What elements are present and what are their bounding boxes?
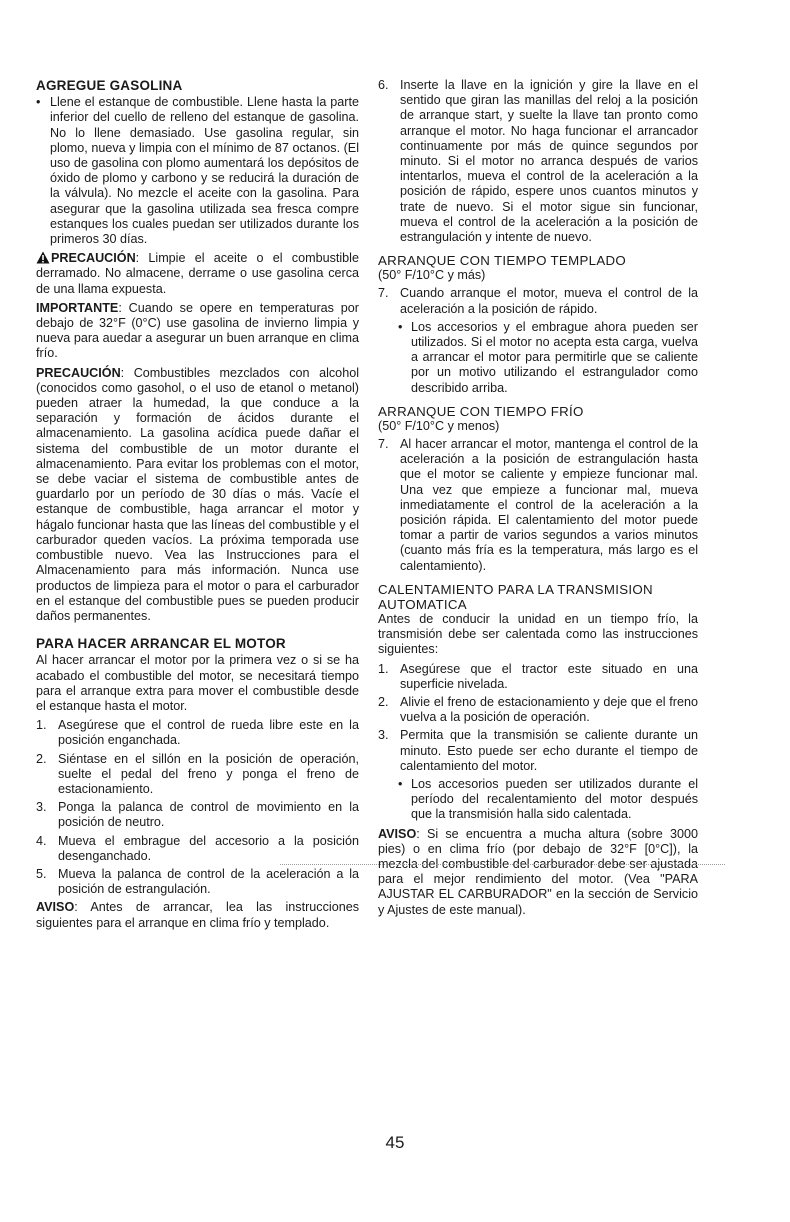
bullet-marker: • xyxy=(398,776,403,791)
aviso-right-paragraph xyxy=(378,827,698,918)
warm-temperature-range: (50° F/10°C y más) xyxy=(378,268,486,283)
list-item xyxy=(36,718,359,748)
list-item xyxy=(36,752,359,798)
precaution-text: : Limpie el aceite o el combustible derramado. No almacene, derrame o use gasolina cerca de una llama expuesta. xyxy=(36,251,359,296)
aviso-text: : Si se encuentra a mucha altura (sobre 3000 pies) o en clima frío (por debajo de 32°F [0°C]), la mezcla del combustible del carburador debe ser ajustada para el mejor rendimiento del motor. (Vea "PARA AJUSTAR EL CARBURADOR" en la sección de Servicio y Ajustes de este manual). xyxy=(378,826,698,917)
step-number: 5. xyxy=(36,866,47,881)
aviso-left-paragraph xyxy=(36,900,359,930)
section-heading-arrancar-motor: PARA HACER ARRANCAR EL MOTOR xyxy=(36,636,286,652)
important-label: IMPORTANTE xyxy=(36,300,119,315)
list-item xyxy=(378,728,698,774)
section-heading-tiempo-templado: ARRANQUE CON TIEMPO TEMPLADO xyxy=(378,253,627,269)
aviso-label: AVISO xyxy=(36,900,75,915)
list-item xyxy=(378,437,698,574)
step-text: Asegúrese que el tractor este situado en una superficie nivelada. xyxy=(400,661,698,691)
cold-temperature-range: (50° F/10°C y menos) xyxy=(378,418,500,433)
fuel-bullet xyxy=(36,95,359,247)
step-text: Mueva el embrague del accesorio a la posición desenganchado. xyxy=(58,833,359,863)
section-heading-transmision: CALENTAMIENTO PARA LA TRANSMISION AUTOMATICA xyxy=(378,581,653,612)
section-heading-tiempo-frio: ARRANQUE CON TIEMPO FRÍO xyxy=(378,403,584,419)
step-number: 7. xyxy=(378,437,389,452)
left-column xyxy=(36,78,359,935)
bullet-marker: • xyxy=(398,319,403,334)
step-text: Alivie el freno de estacionamiento y deje que el freno vuelva a la posición de operación. xyxy=(400,694,698,725)
step-number: 3. xyxy=(36,800,47,815)
step-text: Permita que la transmisión se caliente durante un minuto. Esto puede ser echo durante el tiempo de calentamiento del motor. xyxy=(400,728,698,773)
step-number: 6. xyxy=(378,78,389,92)
step-number: 1. xyxy=(36,718,47,733)
warm-sub-bullet xyxy=(398,320,698,396)
list-item xyxy=(36,867,359,897)
precaution-paragraph xyxy=(36,251,359,297)
step-number: 2. xyxy=(36,751,47,766)
step-number: 3. xyxy=(378,728,389,743)
precaution-label: PRECAUCIÓN xyxy=(51,251,136,266)
start-steps-list xyxy=(36,718,359,897)
step-text: Asegúrese que el control de rueda libre este en la posición enganchada. xyxy=(58,718,359,748)
step-number: 2. xyxy=(378,694,389,709)
aviso-label: AVISO xyxy=(378,826,417,841)
transmission-steps-list xyxy=(378,662,698,774)
step-text: Cuando arranque el motor, mueva el control de la aceleración a la posición de rápido. xyxy=(400,286,698,316)
start-intro: Al hacer arrancar el motor por la primera vez o si se ha acabado el combustible del motor, se necesitará tiempo para el arranque extra para mover el combustible desde el estanque hasta el motor. xyxy=(36,653,359,713)
transmission-intro: Antes de conducir la unidad en un tiempo frío, la transmisión debe ser calentada como las instrucciones siguientes: xyxy=(378,611,698,657)
step-text: Inserte la llave en la ignición y gire la llave en el sentido que giran las manillas del reloj a la posición de arranque start, y suelte la llave tan pronto como arranque el motor. No haga funcionar el arrancador continuamente por más de quince segundos por minuto. Si el motor no arranca después de varios intentarlos, mueva el control de la aceleración a la posición de rápido, espere unos cuantos minutos y trate de nuevo. Si el motor sigue sin funcionar, mueva el control de la aceleración a la posición de estrangulación y intente de nuevo. xyxy=(400,78,698,245)
list-item xyxy=(36,800,359,830)
precaution-alcohol-text: : Combustibles mezclados con alcohol (conocidos como gasohol, o el uso de etanol o metanol) pueden atraer la humedad, la que conduce a la separación y formación de ácidos durante el almacenamiento. La gasolina acídica puede dañar el sistema del combustible de un motor durante el almacenamiento. Para evitar los problemas con el motor, se debe vaciar el sistema de combustible antes de guardarlo por un período de 30 días o más. Vacíe el estanque de combustible, haga arrancar el motor y hágalo funcionar hasta que las líneas del combustible y el carburador queden vacíos. La próxima temporada use combustible nuevo. Vea las Instrucciones para el Almacenamiento para más información. Nunca use productos de limpieza para el motor o para el carburador en el estanque del combustible pues se pueden producir daños permanentes. xyxy=(36,365,359,623)
step-text: Siéntase en el sillón en la posición de operación, suelte el pedal del freno y ponga el freno de estacionamiento. xyxy=(58,751,359,796)
page-number: 45 xyxy=(385,1133,405,1152)
list-item xyxy=(36,834,359,864)
scan-artifact-dotted-line xyxy=(280,864,725,865)
right-column xyxy=(378,78,698,922)
sub-bullet-text: Los accesorios pueden ser utilizados durante el período del recalentamiento del motor después que la transmisión halla sido calentada. xyxy=(411,776,698,822)
important-text: : Cuando se opere en temperaturas por debajo de 32°F (0°C) use gasolina de invierno limpia y nueva para auedar a asegurar un buen arranque en clima frío. xyxy=(36,300,359,361)
precaution-alcohol-paragraph xyxy=(36,366,359,624)
important-paragraph xyxy=(36,301,359,362)
aviso-text: : Antes de arrancar, lea las instrucciones siguientes para el arranque en clima frío y templado. xyxy=(36,900,359,930)
section-heading-agregue-gasolina: AGREGUE GASOLINA xyxy=(36,78,183,93)
step-number: 4. xyxy=(36,833,47,848)
sub-bullet-text: Los accesorios y el embrague ahora pueden ser utilizados. Si el motor no acepta esta carga, vuelva a arrancar el motor para permitirle que se caliente por un motivo utilizando el estrangulador como describido arriba. xyxy=(411,319,698,395)
precaution-alcohol-label: PRECAUCIÓN xyxy=(36,365,121,380)
list-item xyxy=(378,695,698,725)
fuel-bullet-text: Llene el estanque de combustible. Llene hasta la parte inferior del cuello de relleno del estanque de gasolina. No lo llene demasiado. Use gasolina regular, sin plomo, nueva y limpia con el mínimo de 87 octanos. (El uso de gasolina con plomo aumentará los depósitos de óxido de plomo y carbono y se reducirá la duración de la válvula). No mezcle el aceite con la gasolina. Para asegurar que la gasolina utilizada sea fresca compre estanques los cuales puedan ser utilizados durante los primeros 30 días. xyxy=(50,95,359,247)
step-number: 1. xyxy=(378,661,389,676)
bullet-marker: • xyxy=(36,95,41,110)
step-text: Al hacer arrancar el motor, mantenga el control de la aceleración a la posición de estrangulación hasta que el motor se caliente y empieze funcionar mal. Una vez que empieze a funcionar mal, mueva inmediatamente el control de la aceleración a la posición rápida. El calentamiento del motor puede tomar a partir de varios segundos a varios minutos (cuanto más fría es la temperatura, más largo es el calentamiento). xyxy=(400,437,698,573)
list-item xyxy=(378,78,698,245)
list-item xyxy=(378,662,698,692)
step-text: Mueva la palanca de control de la aceleración a la posición de estrangulación. xyxy=(58,866,359,897)
step-number: 7. xyxy=(378,286,389,301)
step-text: Ponga la palanca de control de movimiento en la posición de neutro. xyxy=(58,800,359,830)
list-item xyxy=(378,286,698,316)
transmission-sub-bullet xyxy=(398,777,698,823)
warning-triangle-icon xyxy=(36,251,50,264)
